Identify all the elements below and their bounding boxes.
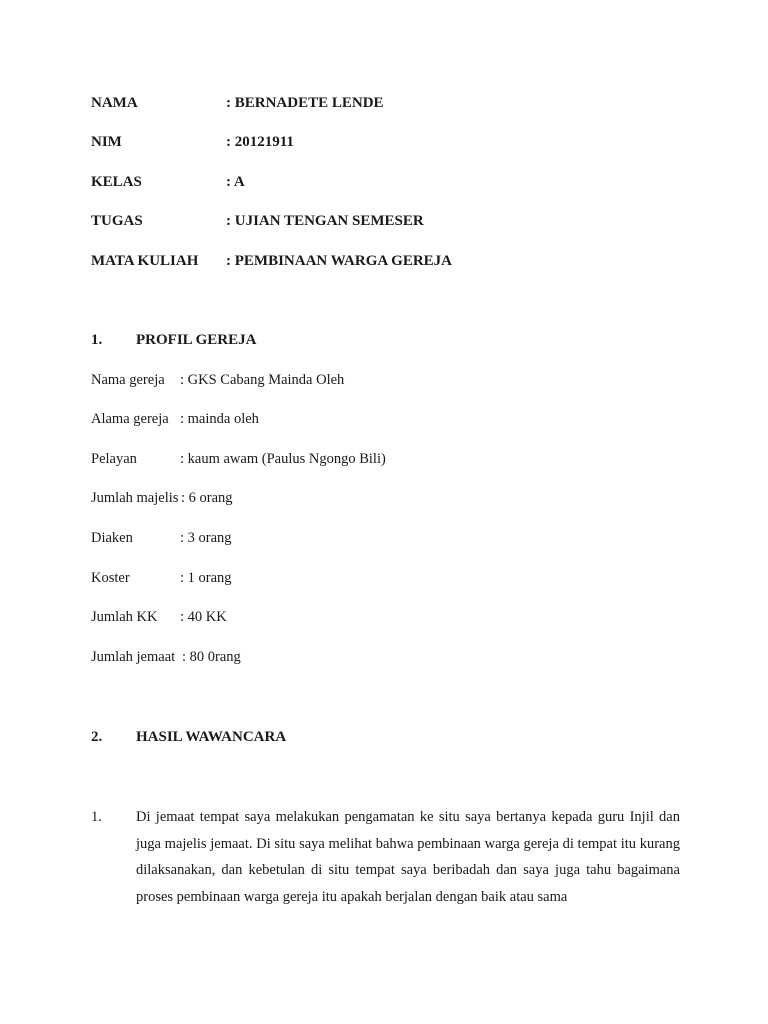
profile-label: Jumlah KK [91,609,158,625]
header-value: : BERNADETE LENDE [226,95,384,111]
header-label: NIM [91,134,122,150]
profile-value: : kaum awam (Paulus Ngongo Bili) [180,451,386,467]
profile-label: Alama gereja [91,411,169,427]
section-title: PROFIL GEREJA [136,332,257,348]
item-number: 1. [91,809,102,825]
header-value: : UJIAN TENGAN SEMESER [226,213,424,229]
profile-value: : 6 orang [181,490,233,506]
profile-label: Koster [91,570,130,586]
profile-label: Jumlah jemaat [91,649,176,665]
profile-value: : mainda oleh [180,411,259,427]
header-label: MATA KULIAH [91,253,199,269]
profile-value: : 3 orang [180,530,232,546]
header-value: : 20121911 [226,134,294,150]
profile-value: : 1 orang [180,570,232,586]
header-label: NAMA [91,95,138,111]
header-label: KELAS [91,174,142,190]
header-value: : PEMBINAAN WARGA GEREJA [226,253,452,269]
section-number: 2. [91,729,103,745]
profile-label: Diaken [91,530,133,546]
section-title: HASIL WAWANCARA [136,729,287,745]
profile-value: : 40 KK [180,609,227,625]
profile-value: : 80 0rang [182,649,241,665]
header-value: : A [226,174,245,190]
header-label: TUGAS [91,213,143,229]
item-text: Di jemaat tempat saya melakukan pengamatan ke situ saya bertanya kepada guru Injil dan juga majelis jemaat. Di situ saya melihat bahwa pembinaan warga gereja di tempat itu kurang dilaksanakan, dan kebetulan di situ tempat saya beribadah dan saya juga tahu bagaimana proses pembinaan warga gereja itu apakah berjalan dengan baik atau sama [136,809,680,905]
profile-label: Pelayan [91,451,137,467]
profile-label: Jumlah majelis [91,490,179,506]
profile-label: Nama gereja [91,372,165,388]
section-number: 1. [91,332,103,348]
profile-value: : GKS Cabang Mainda Oleh [180,372,345,388]
